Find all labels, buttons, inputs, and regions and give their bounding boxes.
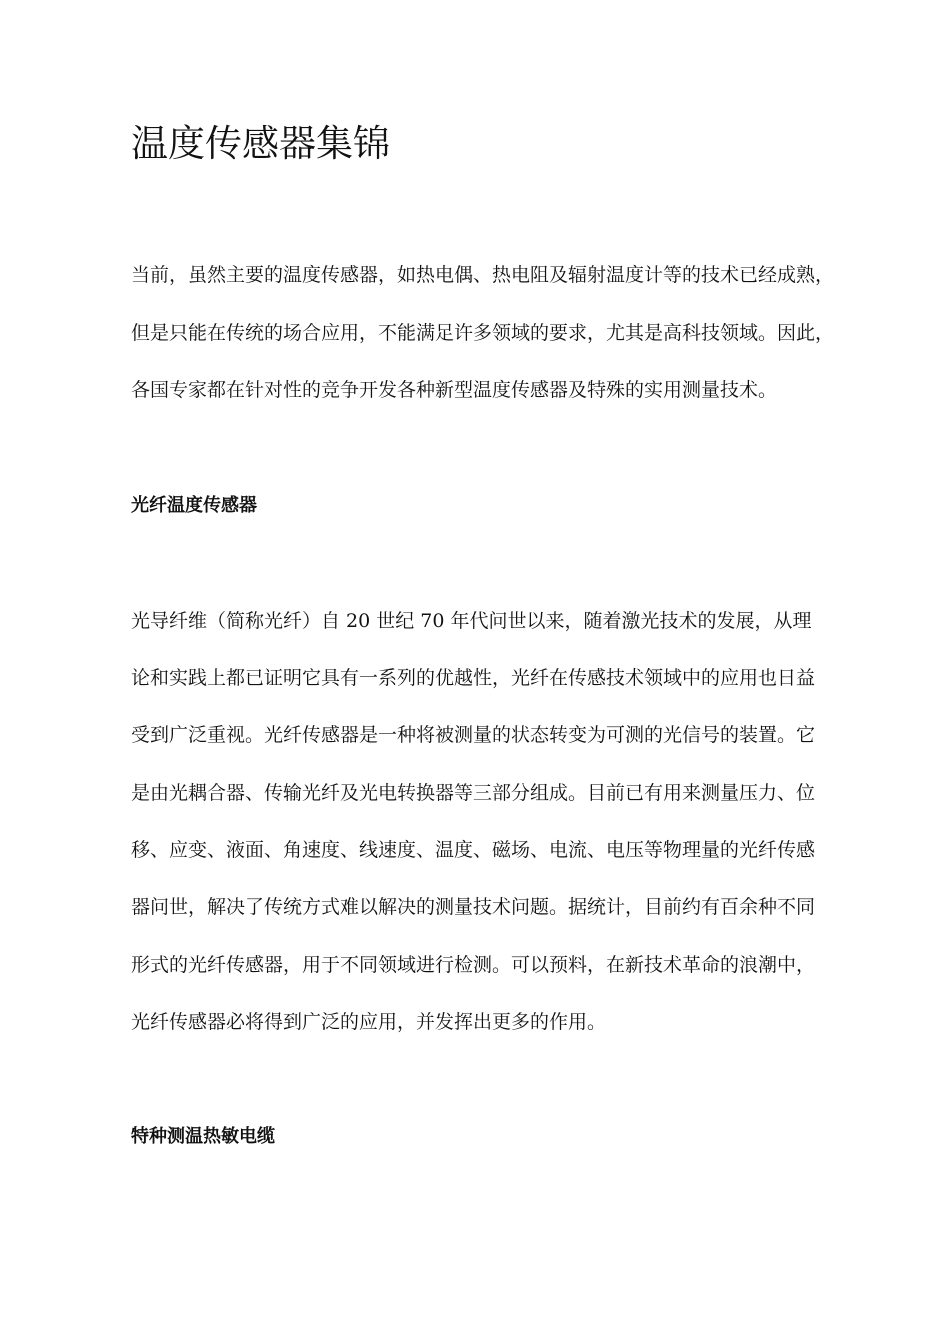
section-heading-fiber: 光纤温度传感器	[131, 495, 257, 516]
document-title: 温度传感器集锦	[131, 122, 390, 165]
section1-line-3: 受到广泛重视。光纤传感器是一种将被测量的状态转变为可测的光信号的装置。它	[131, 724, 816, 746]
section-heading-cable: 特种测温热敏电缆	[131, 1126, 275, 1147]
section1-line-2: 论和实践上都已证明它具有一系列的优越性，光纤在传感技术领域中的应用也日益	[131, 667, 816, 689]
section1-line-5: 移、应变、液面、角速度、线速度、温度、磁场、电流、电压等物理量的光纤传感	[131, 839, 816, 861]
intro-line-3: 各国专家都在针对性的竞争开发各种新型温度传感器及特殊的实用测量技术。	[131, 379, 778, 401]
intro-line-1: 当前，虽然主要的温度传感器，如热电偶、热电阻及辐射温度计等的技术已经成熟，	[131, 264, 835, 286]
section1-line-4: 是由光耦合器、传输光纤及光电转换器等三部分组成。目前已有用来测量压力、位	[131, 782, 816, 804]
section1-line-6: 器问世，解决了传统方式难以解决的测量技术问题。据统计，目前约有百余种不同	[131, 896, 816, 918]
intro-line-2: 但是只能在传统的场合应用，不能满足许多领域的要求，尤其是高科技领域。因此，	[131, 322, 835, 344]
section1-line-1: 光导纤维（简称光纤）自 20 世纪 70 年代问世以来，随着激光技术的发展，从理	[131, 610, 812, 632]
section1-line-7: 形式的光纤传感器，用于不同领域进行检测。可以预料，在新技术革命的浪潮中，	[131, 954, 816, 976]
section1-line-8: 光纤传感器必将得到广泛的应用，并发挥出更多的作用。	[131, 1011, 607, 1033]
